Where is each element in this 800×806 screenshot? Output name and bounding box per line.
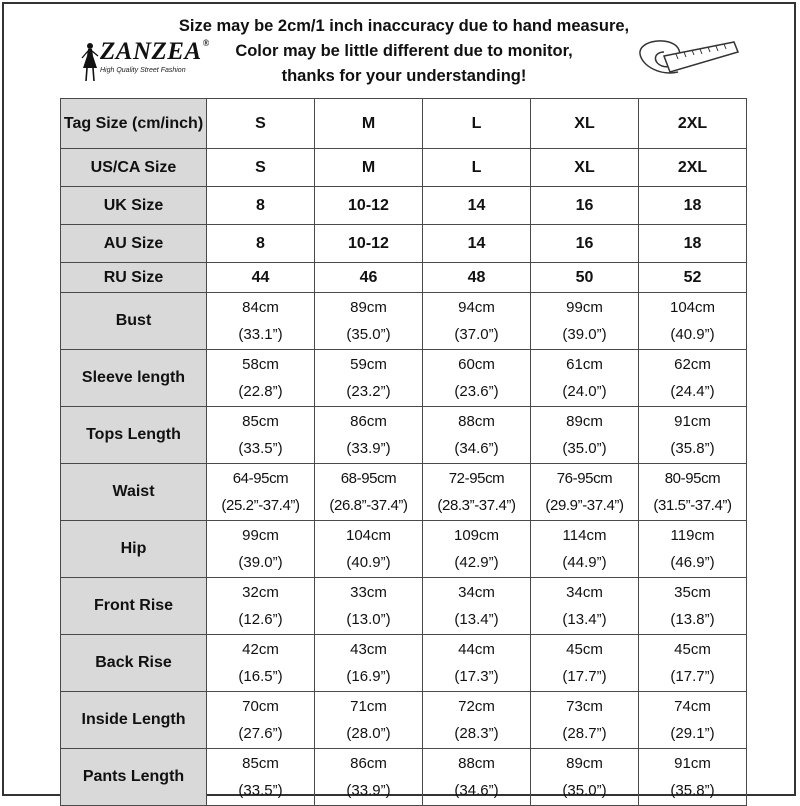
cm-value: 88cm (458, 755, 495, 772)
measurement-cell (639, 578, 747, 635)
cm-value: 33cm (350, 584, 387, 601)
measurement-cell (639, 464, 747, 521)
measurement-cell (423, 578, 531, 635)
measurement-cell (639, 407, 747, 464)
measurement-row (61, 521, 747, 578)
measurement-cell (207, 407, 315, 464)
measurement-cell (423, 692, 531, 749)
size-chart-header (4, 4, 794, 96)
cm-value: 72-95cm (448, 470, 505, 487)
measurement-cell (531, 578, 639, 635)
registered-mark: ® (202, 38, 210, 48)
measurement-cell (423, 521, 531, 578)
size-cell: L (423, 149, 531, 187)
measurement-cell (423, 293, 531, 350)
inch-value: (28.3”-37.4”) (437, 497, 516, 514)
inch-value: (37.0”) (454, 326, 499, 343)
cm-value: 62cm (674, 356, 711, 373)
inch-value: (13.8”) (670, 611, 715, 628)
measurement-cell (531, 350, 639, 407)
inch-value: (42.9”) (454, 554, 499, 571)
size-row (61, 149, 747, 187)
notice-line-1: Size may be 2cm/1 inch inaccuracy due to hand measure, (178, 17, 630, 35)
row-label: Hip (61, 521, 207, 578)
size-cell: 14 (423, 225, 531, 263)
cm-value: 104cm (669, 299, 716, 316)
inch-value: (29.9”-37.4”) (545, 497, 624, 514)
inch-value: (16.5”) (238, 668, 283, 685)
size-cell: 48 (423, 263, 531, 293)
row-label: Inside Length (61, 692, 207, 749)
cm-value: 32cm (242, 584, 279, 601)
cm-value: 89cm (566, 413, 603, 430)
size-cell: 46 (315, 263, 423, 293)
notice-line-2: Color may be little different due to monitor, (235, 42, 573, 60)
inch-value: (28.0”) (346, 725, 391, 742)
measurement-cell (207, 635, 315, 692)
cm-value: 61cm (566, 356, 603, 373)
size-cell: 18 (639, 225, 747, 263)
measurement-cell (207, 521, 315, 578)
inch-value: (35.8”) (670, 440, 715, 457)
inch-value: (17.3”) (454, 668, 499, 685)
cm-value: 104cm (345, 527, 392, 544)
measurement-cell (315, 293, 423, 350)
measurement-row (61, 635, 747, 692)
cm-value: 43cm (350, 641, 387, 658)
measurement-cell (531, 521, 639, 578)
cm-value: 91cm (674, 413, 711, 430)
inch-value: (35.8”) (670, 782, 715, 799)
inch-value: (39.0”) (562, 326, 607, 343)
measurement-cell (207, 350, 315, 407)
inch-value: (23.2”) (346, 383, 391, 400)
row-label: Tag Size (cm/inch) (61, 99, 207, 149)
measurement-cell (423, 464, 531, 521)
inch-value: (13.4”) (454, 611, 499, 628)
inch-value: (17.7”) (562, 668, 607, 685)
cm-value: 72cm (458, 698, 495, 715)
inch-value: (24.4”) (670, 383, 715, 400)
inch-value: (13.0”) (346, 611, 391, 628)
size-cell: 10-12 (315, 187, 423, 225)
cm-value: 80-95cm (664, 470, 721, 487)
cm-value: 70cm (242, 698, 279, 715)
cm-value: 42cm (242, 641, 279, 658)
measurement-row (61, 692, 747, 749)
row-label: RU Size (61, 263, 207, 293)
size-cell: 8 (207, 187, 315, 225)
inch-value: (26.8”-37.4”) (329, 497, 408, 514)
measurement-cell (207, 578, 315, 635)
measurement-row (61, 350, 747, 407)
inch-value: (35.0”) (562, 440, 607, 457)
size-cell: S (207, 99, 315, 149)
measurement-cell (207, 464, 315, 521)
size-cell: 50 (531, 263, 639, 293)
cm-value: 64-95cm (232, 470, 289, 487)
measurement-row (61, 578, 747, 635)
inch-value: (35.0”) (346, 326, 391, 343)
size-cell: M (315, 149, 423, 187)
cm-value: 76-95cm (556, 470, 613, 487)
measurement-cell (639, 521, 747, 578)
cm-value: 85cm (242, 755, 279, 772)
size-cell: 18 (639, 187, 747, 225)
inch-value: (33.9”) (346, 440, 391, 457)
size-cell: 16 (531, 225, 639, 263)
measurement-cell (315, 350, 423, 407)
cm-value: 119cm (670, 527, 715, 544)
size-cell: 16 (531, 187, 639, 225)
measurement-cell (315, 749, 423, 806)
size-cell: 14 (423, 187, 531, 225)
cm-value: 99cm (242, 527, 279, 544)
inch-value: (33.5”) (238, 782, 283, 799)
cm-value: 60cm (458, 356, 495, 373)
size-cell: XL (531, 149, 639, 187)
measurement-cell (423, 635, 531, 692)
measurement-cell (639, 749, 747, 806)
cm-value: 59cm (350, 356, 387, 373)
measurement-cell (315, 578, 423, 635)
size-cell: 8 (207, 225, 315, 263)
inch-value: (12.6”) (238, 611, 283, 628)
cm-value: 45cm (566, 641, 603, 658)
size-row (61, 225, 747, 263)
row-label: UK Size (61, 187, 207, 225)
cm-value: 86cm (350, 413, 387, 430)
measurement-notice (164, 14, 644, 89)
inch-value: (25.2”-37.4”) (221, 497, 300, 514)
size-cell: 52 (639, 263, 747, 293)
inch-value: (33.5”) (238, 440, 283, 457)
size-cell: S (207, 149, 315, 187)
measurement-cell (639, 692, 747, 749)
cm-value: 74cm (674, 698, 711, 715)
measurement-cell (315, 407, 423, 464)
inch-value: (28.7”) (562, 725, 607, 742)
measurement-cell (531, 749, 639, 806)
cm-value: 71cm (350, 698, 387, 715)
row-label: Sleeve length (61, 350, 207, 407)
size-cell: M (315, 99, 423, 149)
measurement-row (61, 464, 747, 521)
size-cell: 2XL (639, 149, 747, 187)
measurement-cell (531, 692, 639, 749)
cm-value: 58cm (242, 356, 279, 373)
cm-value: 73cm (566, 698, 603, 715)
cm-value: 68-95cm (340, 470, 397, 487)
inch-value: (23.6”) (454, 383, 499, 400)
measurement-cell (315, 464, 423, 521)
inch-value: (24.0”) (562, 383, 607, 400)
notice-line-3: thanks for your understanding! (281, 67, 527, 85)
cm-value: 99cm (566, 299, 603, 316)
cm-value: 89cm (566, 755, 603, 772)
inch-value: (40.9”) (346, 554, 391, 571)
size-cell: 44 (207, 263, 315, 293)
cm-value: 35cm (674, 584, 711, 601)
fashion-model-logo-icon (78, 42, 102, 82)
cm-value: 109cm (453, 527, 500, 544)
brand-tagline: High Quality Street Fashion (100, 67, 186, 74)
measurement-row (61, 407, 747, 464)
measurement-cell (639, 293, 747, 350)
row-label: Bust (61, 293, 207, 350)
row-label: Tops Length (61, 407, 207, 464)
cm-value: 45cm (674, 641, 711, 658)
cm-value: 91cm (674, 755, 711, 772)
inch-value: (29.1”) (670, 725, 715, 742)
cm-value: 84cm (242, 299, 279, 316)
inch-value: (27.6”) (238, 725, 283, 742)
row-label: Waist (61, 464, 207, 521)
inch-value: (16.9”) (346, 668, 391, 685)
cm-value: 34cm (566, 584, 603, 601)
size-row (61, 187, 747, 225)
cm-value: 89cm (350, 299, 387, 316)
measurement-row (61, 749, 747, 806)
measurement-cell (531, 635, 639, 692)
cm-value: 44cm (458, 641, 495, 658)
cm-value: 88cm (458, 413, 495, 430)
brand-name-text: ZANZEA (100, 38, 202, 65)
inch-value: (40.9”) (670, 326, 715, 343)
cm-value: 94cm (458, 299, 495, 316)
size-cell: L (423, 99, 531, 149)
inch-value: (34.6”) (454, 782, 499, 799)
size-chart-table (60, 98, 747, 806)
measurement-cell (315, 635, 423, 692)
inch-value: (33.1”) (238, 326, 283, 343)
measurement-cell (531, 407, 639, 464)
measurement-cell (423, 407, 531, 464)
row-label: AU Size (61, 225, 207, 263)
inch-value: (35.0”) (562, 782, 607, 799)
inch-value: (46.9”) (670, 554, 715, 571)
inch-value: (28.3”) (454, 725, 499, 742)
measurement-cell (531, 464, 639, 521)
size-row (61, 263, 747, 293)
measurement-cell (207, 749, 315, 806)
row-label: US/CA Size (61, 149, 207, 187)
row-label: Front Rise (61, 578, 207, 635)
measurement-cell (423, 350, 531, 407)
size-chart-table-body (61, 99, 747, 806)
measurement-cell (207, 293, 315, 350)
inch-value: (33.9”) (346, 782, 391, 799)
row-label: Pants Length (61, 749, 207, 806)
inch-value: (44.9”) (562, 554, 607, 571)
measurement-cell (531, 293, 639, 350)
measurement-cell (423, 749, 531, 806)
size-row (61, 99, 747, 149)
row-label: Back Rise (61, 635, 207, 692)
inch-value: (22.8”) (238, 383, 283, 400)
measurement-cell (207, 692, 315, 749)
inch-value: (39.0”) (238, 554, 283, 571)
inch-value: (31.5”-37.4”) (653, 497, 732, 514)
cm-value: 85cm (242, 413, 279, 430)
size-chart-frame (2, 2, 796, 799)
size-cell: 10-12 (315, 225, 423, 263)
measurement-cell (315, 692, 423, 749)
measurement-cell (315, 521, 423, 578)
measuring-tape-icon (634, 32, 744, 88)
measurement-cell (639, 350, 747, 407)
cm-value: 114cm (562, 527, 607, 544)
cm-value: 86cm (350, 755, 387, 772)
size-cell: 2XL (639, 99, 747, 149)
cm-value: 34cm (458, 584, 495, 601)
inch-value: (34.6”) (454, 440, 499, 457)
inch-value: (17.7”) (670, 668, 715, 685)
size-cell: XL (531, 99, 639, 149)
measurement-cell (639, 635, 747, 692)
inch-value: (13.4”) (562, 611, 607, 628)
measurement-row (61, 293, 747, 350)
